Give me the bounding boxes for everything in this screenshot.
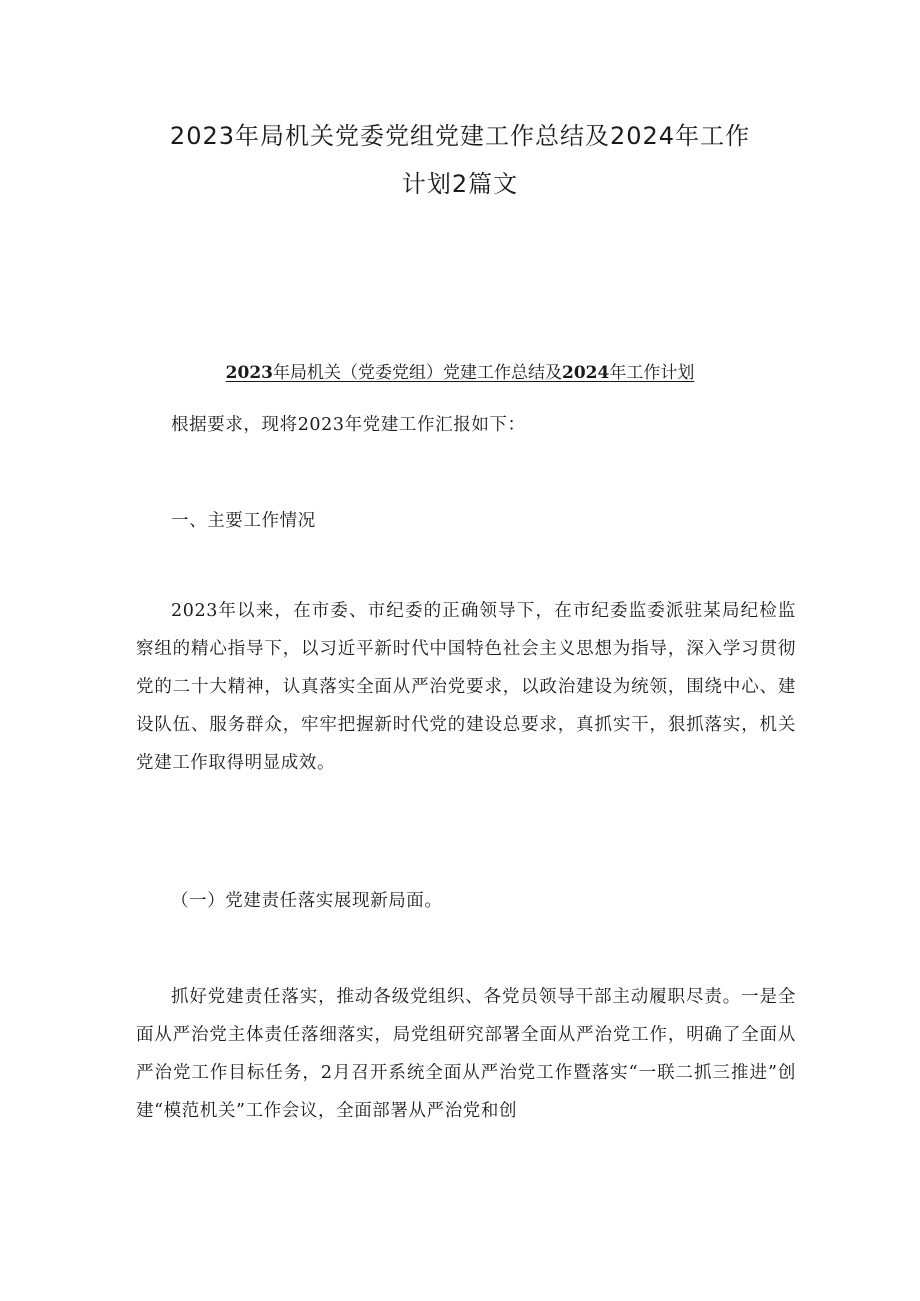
document-title-line-2: 计划2篇文	[401, 170, 519, 198]
document-title	[100, 112, 820, 208]
subsection-1-heading: （一）党建责任落实展现新局面。	[171, 891, 443, 911]
section-title-text-b: 年工作计划	[609, 363, 695, 383]
subsection-1-body: 抓好党建责任落实，推动各级党组织、各党员领导干部主动履职尽责。一是全面从严治党主体责任落细落实，局党组研究部署全面从严治党工作，明确了全面从严治党工作目标任务，2月召开系统全面从严治党工作暨落实“一联二抓三推进”创建“模范机关”工作会议，全面部署从严治党和创	[136, 987, 796, 1121]
section-title-year-2024: 2024	[562, 363, 610, 383]
section-title	[120, 360, 800, 386]
intro-paragraph: 根据要求，现将2023年党建工作汇报如下：	[171, 415, 526, 435]
section-title-text-a: 年局机关（党委党组）党建工作总结及	[273, 363, 562, 383]
section-1-heading: 一、主要工作情况	[171, 511, 316, 531]
section-1-body: 2023年以来，在市委、市纪委的正确领导下，在市纪委监委派驻某局纪检监察组的精心指导下，以习近平新时代中国特色社会主义思想为指导，深入学习贯彻党的二十大精神，认真落实全面从严治党要求，以政治建设为统领，围绕中心、建设队伍、服务群众，牢牢把握新时代党的建设总要求，真抓实干，狠抓落实，机关党建工作取得明显成效。	[136, 601, 796, 773]
document-title-line-1: 2023年局机关党委党组党建工作总结及2024年工作	[169, 122, 751, 150]
section-title-year-2023: 2023	[225, 363, 273, 383]
